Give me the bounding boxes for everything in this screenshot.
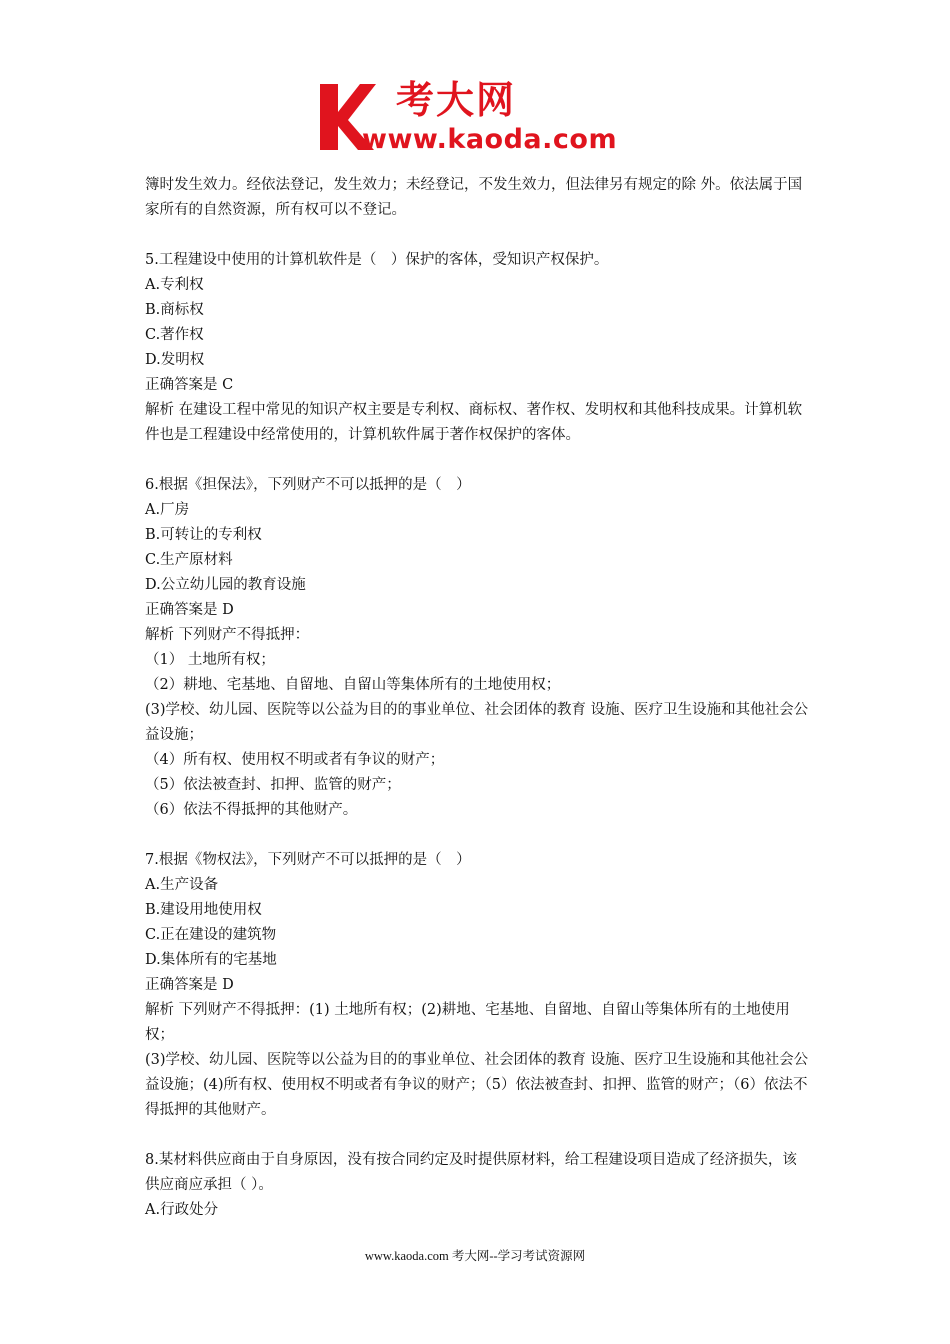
text-line: 正确答案是 D [145,977,234,993]
logo-url: www.kaoda.com [362,124,618,155]
text-line: 7.根据《物权法》，下列财产不可以抵押的是（ ） [145,852,471,868]
text-line: (3)学校、幼儿园、医院等以公益为目的的事业单位、社会团体的教育 设施、医疗卫生设施和其他社会公益设施；(4)所有权、使用权不明或者有争议的财产；（5）依法被查封、扣押、监管的财产；（6）依法不得抵押的其他财产。 [145,1052,809,1118]
text-line: C.著作权 [145,327,204,343]
text-line: 5.工程建设中使用的计算机软件是（ ）保护的客体，受知识产权保护。 [145,252,609,268]
text-line: （4）所有权、使用权不明或者有争议的财产； [145,752,445,768]
text-line: 正确答案是 C [145,377,234,393]
paragraph-gap [145,223,810,248]
text-line: D.发明权 [145,352,205,368]
text-line: C.生产原材料 [145,552,233,568]
paragraph-gap [145,1123,810,1148]
text-line: D.公立幼儿园的教育设施 [145,577,306,593]
paragraph-gap [145,448,810,473]
text-line: A.行政处分 [145,1202,219,1218]
text-line: 6.根据《担保法》，下列财产不可以抵押的是（ ） [145,477,471,493]
text-line: A.厂房 [145,502,190,518]
text-line: 簿时发生效力。经依法登记，发生效力；未经登记，不发生效力，但法律另有规定的除 外。依法属于国家所有的自然资源，所有权可以不登记。 [145,177,803,218]
paragraph-gap [145,823,810,848]
text-line: B.可转让的专利权 [145,527,262,543]
text-line: D.集体所有的宅基地 [145,952,277,968]
text-line: （5）依法被查封、扣押、监管的财产； [145,777,401,793]
text-line: 8.某材料供应商由于自身原因，没有按合同约定及时提供原材料，给工程建设项目造成了经济损失，该供应商应承担（ ）。 [145,1152,797,1193]
text-line: 解析 下列财产不得抵押： [145,627,310,643]
text-line: A.生产设备 [145,877,219,893]
text-line: （2）耕地、宅基地、自留地、自留山等集体所有的土地使用权； [145,677,561,693]
page-footer: www.kaoda.com 考大网--学习考试资源网 [364,1249,586,1263]
text-line: A.专利权 [145,277,204,293]
text-line: (3)学校、幼儿园、医院等以公益为目的的事业单位、社会团体的教育 设施、医疗卫生设施和其他社会公益设施； [145,702,809,743]
text-line: B.建设用地使用权 [145,902,262,918]
text-line: 解析 下列财产不得抵押：(1) 土地所有权；(2)耕地、宅基地、自留地、自留山等集体所有的土地使用权； [145,1002,790,1043]
logo-chinese-name: 考大网 [396,78,517,122]
text-line: （6）依法不得抵押的其他财产。 [145,802,358,818]
text-line: C.正在建设的建筑物 [145,927,277,943]
text-line: 正确答案是 D [145,602,234,618]
kaoda-logo [318,78,648,160]
text-line: B.商标权 [145,302,204,318]
document-body [145,173,810,1223]
text-line: 解析 在建设工程中常见的知识产权主要是专利权、商标权、著作权、发明权和其他科技成果。计算机软件也是工程建设中经常使用的，计算机软件属于著作权保护的客体。 [145,402,803,443]
text-line: （1） 土地所有权； [145,652,275,668]
